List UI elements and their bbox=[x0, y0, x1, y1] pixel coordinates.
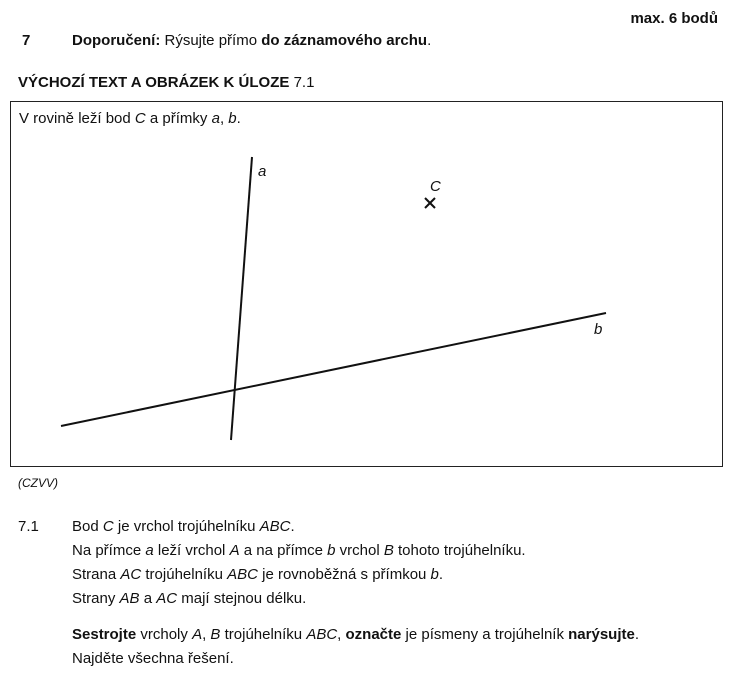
task-text: Strany bbox=[72, 590, 120, 607]
recommendation-text: Rýsujte přímo bbox=[160, 32, 262, 49]
task-math: B bbox=[210, 626, 221, 643]
task-text: leží vrchol bbox=[153, 542, 230, 559]
intro-line-a: a bbox=[211, 110, 220, 127]
task-text: vrchol bbox=[335, 542, 384, 559]
recommendation-end: . bbox=[427, 32, 432, 49]
task-text: , bbox=[337, 626, 346, 643]
task-math: b bbox=[327, 542, 336, 559]
task-text: , bbox=[202, 626, 211, 643]
task-math: b bbox=[430, 566, 439, 583]
task-text: . bbox=[438, 566, 444, 583]
task-text: Na přímce bbox=[72, 542, 146, 559]
task-text: a bbox=[139, 590, 157, 607]
intro-text: , bbox=[219, 110, 229, 127]
task-text: trojúhelníku bbox=[220, 626, 307, 643]
task-number: 7 bbox=[22, 32, 31, 49]
task-emphasis: Sestrojte bbox=[72, 626, 137, 643]
recommendation-label: Doporučení: bbox=[72, 32, 161, 49]
intro-text: . bbox=[236, 110, 241, 127]
task-text: tohoto trojúhelníku. bbox=[393, 542, 526, 559]
intro-point-c: C bbox=[134, 110, 146, 127]
task-line-6: Najděte všechna řešení. bbox=[72, 650, 234, 667]
task-line-4 bbox=[72, 590, 306, 607]
intro-text: V rovině leží bod bbox=[19, 110, 135, 127]
max-points: max. 6 bodů bbox=[630, 10, 718, 27]
task-text: . bbox=[634, 626, 640, 643]
task-text: je písmeny a trojúhelník bbox=[401, 626, 569, 643]
task-math: ABC bbox=[259, 518, 291, 535]
task-text: . bbox=[290, 518, 295, 535]
task-math: AB bbox=[119, 590, 140, 607]
task-math: A bbox=[229, 542, 240, 559]
figure-intro bbox=[19, 110, 241, 127]
subtask-number: 7.1 bbox=[18, 518, 39, 535]
task-line-1 bbox=[72, 518, 295, 535]
source-note: (CZVV) bbox=[18, 476, 58, 490]
figure-box bbox=[10, 101, 723, 467]
point-c-cross bbox=[425, 198, 435, 208]
task-emphasis: narýsujte bbox=[568, 626, 635, 643]
task-line-3 bbox=[72, 566, 443, 583]
section-heading-number: 7.1 bbox=[289, 74, 315, 91]
task-text: je vrchol trojúhelníku bbox=[113, 518, 260, 535]
section-heading bbox=[18, 74, 314, 91]
task-text: je rovnoběžná s přímkou bbox=[257, 566, 431, 583]
intro-line-b: b bbox=[228, 110, 237, 127]
recommendation-bold: do záznamového archu bbox=[261, 32, 428, 49]
task-math: AC bbox=[156, 590, 178, 607]
task-text: trojúhelníku bbox=[141, 566, 228, 583]
task-math: C bbox=[102, 518, 114, 535]
intro-text: a přímky bbox=[145, 110, 212, 127]
task-text: Strana bbox=[72, 566, 121, 583]
task-text: Bod bbox=[72, 518, 103, 535]
task-math: ABC bbox=[306, 626, 338, 643]
label-point-c: C bbox=[430, 178, 441, 195]
label-line-a: a bbox=[258, 163, 267, 180]
label-line-b: b bbox=[594, 321, 603, 338]
task-math: A bbox=[192, 626, 203, 643]
task-line-5 bbox=[72, 626, 639, 643]
geometry-figure bbox=[11, 102, 722, 466]
task-math: a bbox=[145, 542, 154, 559]
task-math: AC bbox=[120, 566, 142, 583]
task-emphasis: označte bbox=[345, 626, 402, 643]
section-heading-text: VÝCHOZÍ TEXT A OBRÁZEK K ÚLOZE bbox=[18, 74, 290, 91]
line-a bbox=[231, 157, 252, 440]
task-text: mají stejnou délku. bbox=[177, 590, 307, 607]
task-recommendation bbox=[72, 32, 431, 49]
line-b bbox=[61, 313, 606, 426]
task-text: vrcholy bbox=[136, 626, 193, 643]
task-math: ABC bbox=[227, 566, 258, 583]
task-text: a na přímce bbox=[239, 542, 328, 559]
task-line-2 bbox=[72, 542, 526, 559]
task-math: B bbox=[383, 542, 394, 559]
